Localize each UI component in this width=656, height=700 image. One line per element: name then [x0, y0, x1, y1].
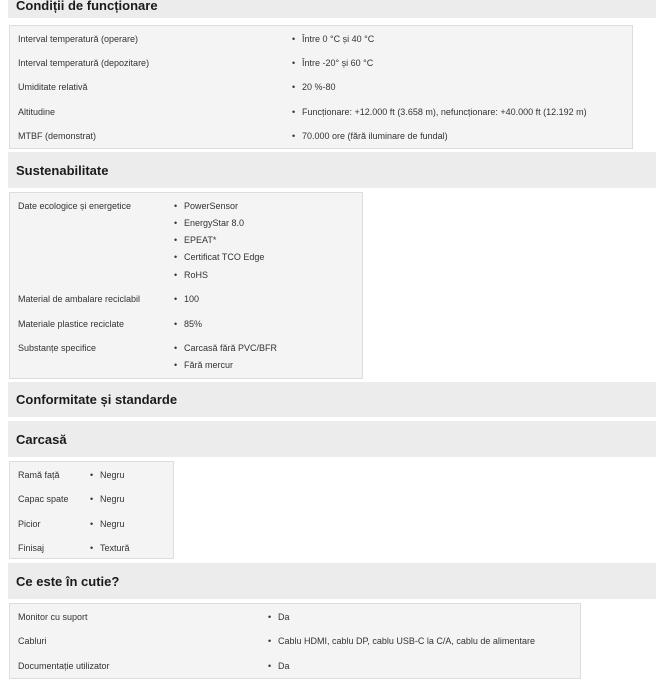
- spec-value: • 20 %-80: [292, 82, 336, 92]
- spec-value: • EPEAT*: [174, 235, 217, 245]
- spec-label: Finisaj: [18, 543, 45, 553]
- spec-value: • EnergyStar 8.0: [174, 218, 245, 228]
- section-header-sustainability[interactable]: [8, 152, 656, 188]
- spec-value: • Funcționare: +12.000 ft (3.658 m), nefuncționare: +40.000 ft (12.192 m): [292, 107, 587, 117]
- section-header-operating[interactable]: [8, 0, 656, 18]
- spec-value: • Între -20° și 60 °C: [292, 58, 374, 68]
- spec-value: • Da: [268, 661, 290, 671]
- section-title: Carcasă: [16, 431, 67, 447]
- spec-value: • 100: [174, 294, 200, 304]
- spec-label: Interval temperatură (operare): [18, 34, 139, 44]
- spec-value: • 85%: [174, 319, 203, 329]
- section-header-box[interactable]: [8, 563, 656, 599]
- section-title: Conformitate și standarde: [16, 392, 178, 407]
- spec-value: • Fără mercur: [174, 360, 234, 370]
- section-title: Ce este în cutie?: [16, 573, 120, 589]
- spec-table-housing: [9, 461, 174, 559]
- spec-value: • PowerSensor: [174, 201, 239, 211]
- spec-value: • Negru: [90, 470, 125, 480]
- spec-value: • Textură: [90, 543, 130, 553]
- spec-value: • Carcasă fără PVC/BFR: [174, 343, 278, 353]
- section-title: Condiții de funcționare: [16, 0, 158, 13]
- spec-value: • RoHS: [174, 270, 209, 280]
- spec-value: • Negru: [90, 519, 125, 529]
- spec-label: MTBF (demonstrat): [18, 131, 97, 141]
- spec-table-operating: [9, 25, 633, 149]
- spec-value: • Cablu HDMI, cablu DP, cablu USB-C la C/A, cablu de alimentare: [268, 636, 535, 646]
- spec-value: • Da: [268, 612, 290, 622]
- spec-label: Cabluri: [18, 636, 47, 646]
- section-title: Sustenabilitate: [16, 162, 109, 178]
- spec-label: Interval temperatură (depozitare): [18, 58, 150, 68]
- spec-label: Ramă față: [18, 470, 60, 480]
- section-header-housing[interactable]: [8, 421, 656, 457]
- spec-label: Monitor cu suport: [18, 612, 88, 622]
- spec-label: Documentație utilizator: [18, 661, 110, 671]
- spec-label: Picior: [18, 519, 41, 529]
- spec-table-box: [9, 603, 581, 679]
- spec-value: • Certificat TCO Edge: [174, 252, 265, 262]
- spec-label: Umiditate relativă: [18, 82, 88, 92]
- spec-label: Capac spate: [18, 494, 69, 504]
- spec-label: Date ecologice și energetice: [18, 201, 132, 211]
- spec-value: • Între 0 °C și 40 °C: [292, 34, 375, 44]
- section-header-compliance[interactable]: [8, 382, 656, 417]
- spec-value: • 70.000 ore (fără iluminare de fundal): [292, 131, 448, 141]
- spec-value: • Negru: [90, 494, 125, 504]
- spec-label: Substanțe specifice: [18, 343, 97, 353]
- spec-label: Materiale plastice reciclate: [18, 319, 125, 329]
- spec-label: Altitudine: [18, 107, 56, 117]
- spec-table-sustainability: [9, 192, 363, 379]
- spec-label: Material de ambalare reciclabil: [18, 294, 141, 304]
